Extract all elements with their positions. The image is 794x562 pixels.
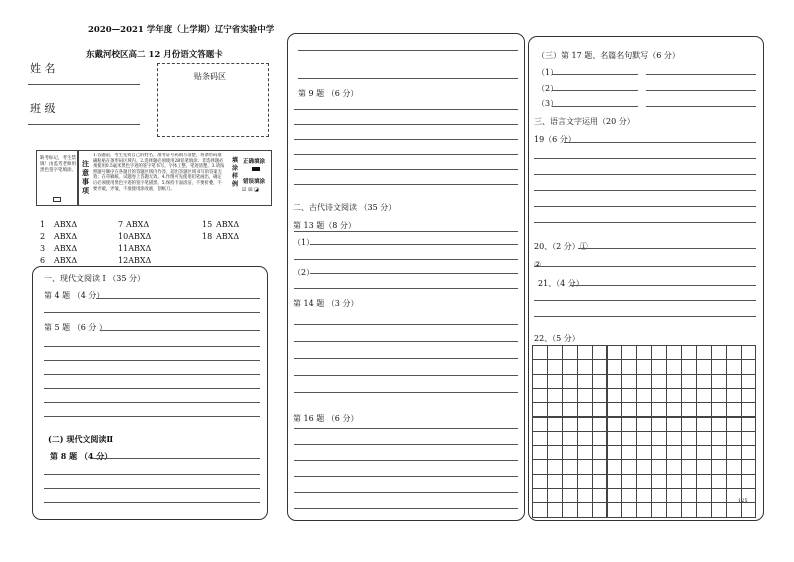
q22-label: 22、（5 分） xyxy=(534,334,580,343)
grid-cell[interactable] xyxy=(711,502,727,517)
grid-cell[interactable] xyxy=(532,345,548,360)
grid-cell[interactable] xyxy=(592,431,608,446)
absent-note: 缺考标记，考生禁填！由监考老师用黑色签字笔填涂。 xyxy=(40,156,76,173)
absent-box xyxy=(36,150,78,206)
grid-cell[interactable] xyxy=(681,402,697,417)
grid-cell[interactable] xyxy=(696,488,712,503)
grid-cell[interactable] xyxy=(621,359,637,374)
grid-cell[interactable] xyxy=(547,445,563,460)
grid-cell[interactable] xyxy=(592,459,608,474)
grid-cell[interactable] xyxy=(607,502,623,517)
answer-line[interactable] xyxy=(298,50,518,51)
grid-cell[interactable] xyxy=(741,474,757,489)
grid-cell[interactable] xyxy=(681,502,697,517)
grid-cell[interactable] xyxy=(696,388,712,403)
grid-cell[interactable] xyxy=(666,345,682,360)
grid-cell[interactable] xyxy=(711,359,727,374)
grid-cell[interactable] xyxy=(577,488,593,503)
answer-line[interactable] xyxy=(44,416,260,417)
grid-cell[interactable] xyxy=(651,488,667,503)
grid-cell[interactable] xyxy=(547,417,563,432)
grid-cell[interactable] xyxy=(607,345,623,360)
grid-cell[interactable] xyxy=(532,459,548,474)
grid-cell[interactable] xyxy=(651,359,667,374)
grid-cell[interactable] xyxy=(741,445,757,460)
answer-line[interactable] xyxy=(570,285,756,286)
grid-cell[interactable] xyxy=(621,488,637,503)
grid-cell[interactable] xyxy=(562,445,578,460)
grid-cell[interactable] xyxy=(532,474,548,489)
grid-cell[interactable] xyxy=(607,445,623,460)
grid-cell[interactable] xyxy=(651,431,667,446)
grid-cell[interactable] xyxy=(562,431,578,446)
grid-cell[interactable] xyxy=(741,359,757,374)
grid-cell[interactable] xyxy=(562,374,578,389)
answer-line[interactable] xyxy=(294,124,518,125)
grid-cell[interactable] xyxy=(651,388,667,403)
answer-line[interactable] xyxy=(534,316,756,317)
class-field-line[interactable] xyxy=(28,124,140,125)
answer-line[interactable] xyxy=(534,206,756,207)
answer-line[interactable] xyxy=(294,259,518,260)
grid-cell[interactable] xyxy=(696,445,712,460)
grid-cell[interactable] xyxy=(741,502,757,517)
answer-line[interactable] xyxy=(578,248,756,249)
grid-cell[interactable] xyxy=(681,459,697,474)
answer-line[interactable] xyxy=(294,476,518,477)
grid-cell[interactable] xyxy=(681,388,697,403)
grid-cell[interactable] xyxy=(666,359,682,374)
grid-cell[interactable] xyxy=(592,388,608,403)
answer-line[interactable] xyxy=(294,375,518,376)
grid-cell[interactable] xyxy=(741,345,757,360)
grid-cell[interactable] xyxy=(547,488,563,503)
grid-cell[interactable] xyxy=(711,488,727,503)
grid-cell[interactable] xyxy=(562,345,578,360)
grid-cell[interactable] xyxy=(562,417,578,432)
answer-line[interactable] xyxy=(44,474,260,475)
grid-cell[interactable] xyxy=(636,459,652,474)
grid-cell[interactable] xyxy=(562,388,578,403)
grid-cell[interactable] xyxy=(592,502,608,517)
q16-label: 第 16 题 （6 分） xyxy=(293,414,359,423)
correct-fill-mark xyxy=(252,167,260,171)
grid-cell[interactable] xyxy=(607,474,623,489)
grid-cell[interactable] xyxy=(577,459,593,474)
q9-label: 第 9 题 （6 分） xyxy=(298,89,359,98)
grid-cell[interactable] xyxy=(562,474,578,489)
sub2-title: (二) 现代文阅读Ⅱ xyxy=(48,434,114,444)
answer-line[interactable] xyxy=(310,273,518,274)
choice-row[interactable]: 10ABXΔ xyxy=(118,232,152,241)
answer-line[interactable] xyxy=(534,158,756,159)
grid-cell[interactable] xyxy=(726,374,742,389)
grid-cell[interactable] xyxy=(741,431,757,446)
grid-cell[interactable] xyxy=(696,417,712,432)
grid-cell[interactable] xyxy=(532,488,548,503)
answer-line[interactable] xyxy=(294,139,518,140)
language-use-title: 三、语言文字运用（20 分） xyxy=(534,117,635,126)
q17-label: （三）第 17 题、名篇名句默写（6 分） xyxy=(537,51,680,60)
choice-row[interactable]: 6 ABXΔ xyxy=(40,256,78,265)
grid-cell[interactable] xyxy=(621,502,637,517)
answer-line[interactable] xyxy=(552,74,638,75)
section2-title: 二、古代诗文阅读 （35 分） xyxy=(293,203,397,212)
answer-line[interactable] xyxy=(534,222,756,223)
q13-part1-label: （1） xyxy=(293,238,315,247)
grid-cell[interactable] xyxy=(681,431,697,446)
grid-cell[interactable] xyxy=(711,459,727,474)
grid-cell[interactable] xyxy=(547,359,563,374)
answer-line[interactable] xyxy=(552,106,638,107)
grid-cell[interactable] xyxy=(592,417,608,432)
grid-cell[interactable] xyxy=(577,359,593,374)
grid-cell[interactable] xyxy=(636,388,652,403)
grid-cell[interactable] xyxy=(651,502,667,517)
grid-cell[interactable] xyxy=(666,402,682,417)
answer-line[interactable] xyxy=(534,300,756,301)
answer-line[interactable] xyxy=(294,341,518,342)
q8-label: 第 8 题 （4 分） xyxy=(50,451,113,461)
grid-cell[interactable] xyxy=(607,388,623,403)
grid-cell[interactable] xyxy=(696,459,712,474)
q13-part2-label: （2） xyxy=(293,268,315,277)
absent-mark-box[interactable] xyxy=(53,197,61,202)
grid-cell[interactable] xyxy=(577,502,593,517)
fill-example-title: 填涂样例 xyxy=(232,157,239,188)
choice-row[interactable]: 7 ABXΔ xyxy=(118,220,150,229)
answer-line[interactable] xyxy=(294,231,518,232)
wrong-fill-marks: ☑ ☒ ◪ xyxy=(242,187,259,193)
answer-line[interactable] xyxy=(44,360,260,361)
grid-cell[interactable] xyxy=(636,359,652,374)
grid-cell[interactable] xyxy=(532,431,548,446)
choice-row[interactable]: 18 ABXΔ xyxy=(202,232,240,241)
grid-cell[interactable] xyxy=(592,474,608,489)
sheet-title-line1: 2020—2021 学年度（上学期）辽宁省实验中学 xyxy=(88,25,275,35)
q19-label: 19（6 分） xyxy=(534,135,576,144)
answer-line[interactable] xyxy=(100,330,260,331)
grid-cell[interactable] xyxy=(651,417,667,432)
answer-line[interactable] xyxy=(44,402,260,403)
choice-row[interactable]: 15 ABXΔ xyxy=(202,220,240,229)
grid-cell[interactable] xyxy=(726,474,742,489)
q13-label: 第 13 题（8 分） xyxy=(293,221,356,230)
grid-cell[interactable] xyxy=(547,345,563,360)
grid-cell[interactable] xyxy=(607,459,623,474)
answer-line[interactable] xyxy=(294,324,518,325)
name-field-line[interactable] xyxy=(28,84,140,85)
grid-cell[interactable] xyxy=(741,402,757,417)
grid-cell[interactable] xyxy=(636,474,652,489)
choice-row[interactable]: 2 ABXΔ xyxy=(40,232,78,241)
answer-line[interactable] xyxy=(298,78,518,79)
answer-line[interactable] xyxy=(294,392,518,393)
grid-cell[interactable] xyxy=(726,445,742,460)
grid-cell[interactable] xyxy=(726,431,742,446)
grid-cell[interactable] xyxy=(607,431,623,446)
word-count-mark: 125 xyxy=(738,498,748,504)
grid-cell[interactable] xyxy=(577,474,593,489)
q14-label: 第 14 题 （3 分） xyxy=(293,299,359,308)
answer-line[interactable] xyxy=(646,106,756,107)
grid-cell[interactable] xyxy=(741,417,757,432)
grid-cell[interactable] xyxy=(562,402,578,417)
grid-cell[interactable] xyxy=(666,488,682,503)
choice-col2 xyxy=(118,220,151,268)
grid-cell[interactable] xyxy=(577,374,593,389)
grid-cell[interactable] xyxy=(577,345,593,360)
grid-cell[interactable] xyxy=(621,402,637,417)
grid-cell[interactable] xyxy=(577,431,593,446)
grid-cell[interactable] xyxy=(636,445,652,460)
grid-cell[interactable] xyxy=(636,374,652,389)
grid-cell[interactable] xyxy=(711,374,727,389)
grid-cell[interactable] xyxy=(651,445,667,460)
grid-cell[interactable] xyxy=(592,345,608,360)
grid-cell[interactable] xyxy=(636,345,652,360)
section1-box xyxy=(32,266,268,520)
q17-part2-label: （2） xyxy=(537,84,559,93)
grid-cell[interactable] xyxy=(636,431,652,446)
name-label: 姓 名 xyxy=(30,62,56,75)
correct-fill-label: 正确填涂 xyxy=(243,159,266,165)
grid-cell[interactable] xyxy=(592,374,608,389)
grid-cell[interactable] xyxy=(621,374,637,389)
grid-cell[interactable] xyxy=(681,345,697,360)
answer-line[interactable] xyxy=(44,502,260,503)
grid-cell[interactable] xyxy=(621,459,637,474)
grid-cell[interactable] xyxy=(666,388,682,403)
answer-line[interactable] xyxy=(294,154,518,155)
grid-cell[interactable] xyxy=(681,445,697,460)
answer-line[interactable] xyxy=(310,244,518,245)
wrong-fill-label: 错误填涂 xyxy=(243,179,266,185)
grid-cell[interactable] xyxy=(577,417,593,432)
grid-cell[interactable] xyxy=(547,459,563,474)
grid-cell[interactable] xyxy=(621,417,637,432)
grid-cell[interactable] xyxy=(696,374,712,389)
answer-line[interactable] xyxy=(294,109,518,110)
q20-label: 20、（2 分）① xyxy=(534,242,588,251)
grid-cell[interactable] xyxy=(547,474,563,489)
grid-cell[interactable] xyxy=(666,474,682,489)
grid-cell[interactable] xyxy=(621,345,637,360)
grid-cell[interactable] xyxy=(726,402,742,417)
grid-cell[interactable] xyxy=(532,445,548,460)
answer-line[interactable] xyxy=(294,508,518,509)
answer-line[interactable] xyxy=(534,266,756,267)
grid-cell[interactable] xyxy=(666,431,682,446)
q17-part1-label: （1） xyxy=(537,68,559,77)
notice-box xyxy=(78,150,272,206)
answer-line[interactable] xyxy=(44,388,260,389)
grid-cell[interactable] xyxy=(726,359,742,374)
grid-cell[interactable] xyxy=(711,345,727,360)
grid-cell[interactable] xyxy=(666,459,682,474)
grid-cell[interactable] xyxy=(577,402,593,417)
grid-cell[interactable] xyxy=(607,402,623,417)
grid-cell[interactable] xyxy=(651,402,667,417)
grid-cell[interactable] xyxy=(711,474,727,489)
grid-cell[interactable] xyxy=(711,417,727,432)
grid-cell[interactable] xyxy=(681,374,697,389)
grid-cell[interactable] xyxy=(681,359,697,374)
grid-cell[interactable] xyxy=(651,374,667,389)
barcode-area xyxy=(157,63,269,137)
grid-cell[interactable] xyxy=(681,488,697,503)
section1-title: 一、现代文阅读 I （35 分） xyxy=(44,274,145,283)
grid-cell[interactable] xyxy=(711,431,727,446)
q5-label: 第 5 题 （6 分 ） xyxy=(44,323,107,332)
grid-cell[interactable] xyxy=(651,459,667,474)
grid-cell[interactable] xyxy=(592,488,608,503)
grid-cell[interactable] xyxy=(636,417,652,432)
choice-col1 xyxy=(40,220,77,268)
grid-cell[interactable] xyxy=(562,502,578,517)
answer-line[interactable] xyxy=(294,460,518,461)
grid-cell[interactable] xyxy=(666,445,682,460)
answer-line[interactable] xyxy=(294,444,518,445)
grid-cell[interactable] xyxy=(696,345,712,360)
grid-cell[interactable] xyxy=(532,402,548,417)
section2-box xyxy=(287,33,525,521)
grid-cell[interactable] xyxy=(532,502,548,517)
answer-line[interactable] xyxy=(44,312,260,313)
grid-cell[interactable] xyxy=(562,359,578,374)
answer-line[interactable] xyxy=(294,358,518,359)
choice-row[interactable]: 12ABXΔ xyxy=(118,256,152,265)
grid-cell[interactable] xyxy=(547,388,563,403)
grid-cell[interactable] xyxy=(621,474,637,489)
grid-cell[interactable] xyxy=(607,417,623,432)
grid-cell[interactable] xyxy=(696,402,712,417)
answer-line[interactable] xyxy=(92,458,260,459)
grid-cell[interactable] xyxy=(577,445,593,460)
answer-line[interactable] xyxy=(534,174,756,175)
grid-cell[interactable] xyxy=(592,359,608,374)
grid-cell[interactable] xyxy=(666,417,682,432)
answer-line[interactable] xyxy=(44,374,260,375)
grid-cell[interactable] xyxy=(696,502,712,517)
choice-row[interactable]: 3 ABXΔ xyxy=(40,244,78,253)
grid-cell[interactable] xyxy=(562,459,578,474)
class-label: 班 级 xyxy=(30,102,56,115)
answer-line[interactable] xyxy=(534,190,756,191)
grid-cell[interactable] xyxy=(532,374,548,389)
grid-cell[interactable] xyxy=(726,345,742,360)
answer-line[interactable] xyxy=(44,346,260,347)
grid-cell[interactable] xyxy=(532,359,548,374)
answer-line[interactable] xyxy=(646,90,756,91)
answer-line[interactable] xyxy=(294,288,518,289)
choice-col3 xyxy=(202,220,239,244)
grid-cell[interactable] xyxy=(726,417,742,432)
grid-cell[interactable] xyxy=(547,402,563,417)
grid-cell[interactable] xyxy=(741,459,757,474)
grid-cell[interactable] xyxy=(696,359,712,374)
grid-cell[interactable] xyxy=(741,388,757,403)
grid-cell[interactable] xyxy=(696,431,712,446)
answer-line[interactable] xyxy=(96,298,260,299)
grid-cell[interactable] xyxy=(592,445,608,460)
answer-line[interactable] xyxy=(44,488,260,489)
grid-cell[interactable] xyxy=(711,402,727,417)
answer-line[interactable] xyxy=(646,74,756,75)
grid-cell[interactable] xyxy=(621,431,637,446)
grid-cell[interactable] xyxy=(621,388,637,403)
grid-cell[interactable] xyxy=(636,488,652,503)
barcode-label: 贴条码区 xyxy=(194,72,226,81)
grid-cell[interactable] xyxy=(547,431,563,446)
grid-cell[interactable] xyxy=(532,417,548,432)
q20-part2-label: ② xyxy=(534,260,542,269)
q21-label: 21、（4 分） xyxy=(538,279,584,288)
grid-cell[interactable] xyxy=(636,402,652,417)
answer-line[interactable] xyxy=(552,90,638,91)
grid-cell[interactable] xyxy=(577,388,593,403)
grid-cell[interactable] xyxy=(711,388,727,403)
grid-cell[interactable] xyxy=(726,502,742,517)
grid-cell[interactable] xyxy=(651,345,667,360)
grid-cell[interactable] xyxy=(607,374,623,389)
grid-cell[interactable] xyxy=(547,502,563,517)
grid-cell[interactable] xyxy=(636,502,652,517)
q4-label: 第 4 题 （4 分） xyxy=(44,291,105,300)
grid-cell[interactable] xyxy=(711,445,727,460)
answer-line[interactable] xyxy=(294,169,518,170)
answer-line[interactable] xyxy=(294,428,518,429)
grid-cell[interactable] xyxy=(651,474,667,489)
choice-row[interactable]: 11ABXΔ xyxy=(118,244,152,253)
notice-text: 1.答题前，考生先将自己的姓名，准考证号码填写清楚，将条形码准确粘贴在条形码区域内。2.选择题必须使用2B铅笔填涂；非选择题必须使用0.5毫米黑色字迹的签字笔书写，字体工整，笔迹清楚。3.请按照题号顺序在各题目的答题区域内作答，超出答题区域书写的答案无效；在草稿纸、试题卷上答题无效。4.作图可先使用铅笔画出，确定后必须使用黑色字迹的签字笔描黑。5.保持卡面清洁，不要折叠，不要弄破，弄皱，不准使用涂改液、刮纸刀。 xyxy=(93,153,225,192)
q17-part3-label: （3） xyxy=(537,99,559,108)
grid-cell[interactable] xyxy=(666,502,682,517)
answer-line[interactable] xyxy=(294,492,518,493)
grid-cell[interactable] xyxy=(696,474,712,489)
grid-cell[interactable] xyxy=(547,374,563,389)
answer-line[interactable] xyxy=(564,142,756,143)
grid-cell[interactable] xyxy=(621,445,637,460)
grid-cell[interactable] xyxy=(562,488,578,503)
grid-cell[interactable] xyxy=(532,388,548,403)
grid-cell[interactable] xyxy=(726,459,742,474)
answer-line[interactable] xyxy=(294,184,518,185)
grid-cell[interactable] xyxy=(726,388,742,403)
grid-cell[interactable] xyxy=(681,417,697,432)
grid-cell[interactable] xyxy=(607,488,623,503)
grid-cell[interactable] xyxy=(592,402,608,417)
sheet-title-line2: 东戴河校区高二 12 月份语文答题卡 xyxy=(86,50,223,60)
notice-title: 注意事项 xyxy=(82,159,89,195)
grid-cell[interactable] xyxy=(741,374,757,389)
grid-cell[interactable] xyxy=(681,474,697,489)
choice-row[interactable]: 1 ABXΔ xyxy=(40,220,78,229)
grid-cell[interactable] xyxy=(666,374,682,389)
grid-cell[interactable] xyxy=(607,359,623,374)
